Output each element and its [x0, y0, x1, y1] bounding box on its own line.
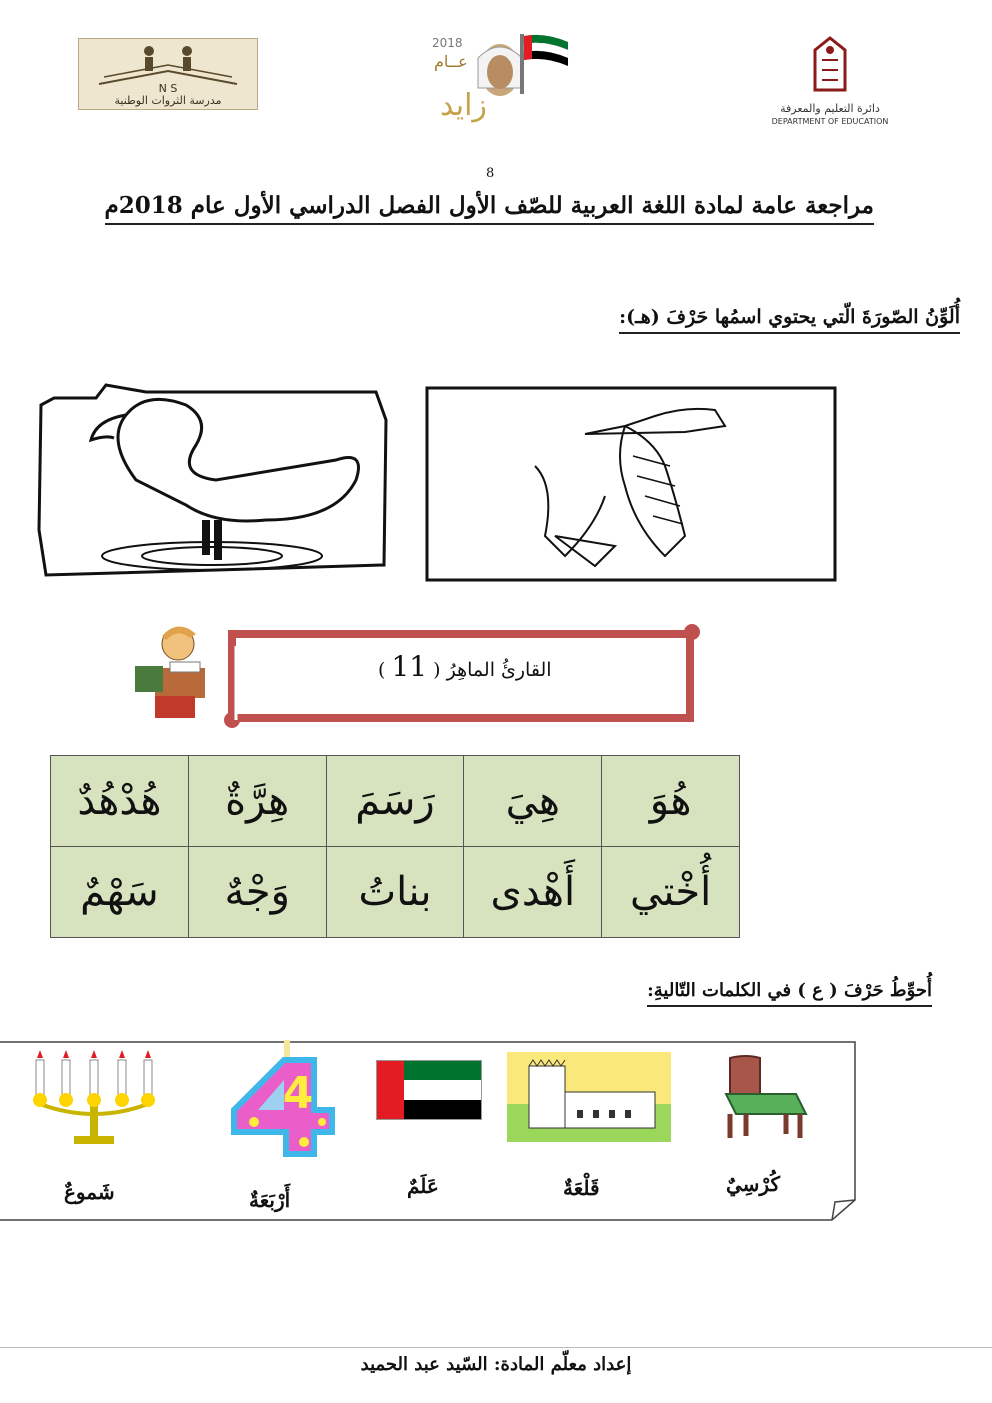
reader-number: 11 — [391, 650, 428, 683]
word-cell: أُخْتي — [602, 847, 740, 938]
word-cell: هِيَ — [464, 756, 602, 847]
word-cell: وَجْهٌ — [188, 847, 326, 938]
zayed-year: 2018 — [432, 36, 463, 50]
color-instruction: أُلَوِّنُ الصّورَةَ الّتي يحتوي اسمُها حَرْفَ (هـ): — [619, 306, 960, 334]
zayed-year-logo — [420, 28, 570, 123]
word-cell: أَهْدى — [464, 847, 602, 938]
word-cell: هُدْهُدٌ — [51, 756, 189, 847]
flamingo-picture[interactable] — [36, 380, 388, 580]
reader-close-paren: ) — [378, 659, 386, 681]
word-cell: بناتُ — [326, 847, 464, 938]
svg-text:4: 4 — [282, 1068, 314, 1119]
word-castle: قَلْعَةٌ — [563, 1176, 600, 1200]
uae-flag-picture[interactable] — [376, 1060, 482, 1120]
student-reading-picture — [130, 618, 215, 723]
word-cell: هُوَ — [602, 756, 740, 847]
zayed-word: عــام — [434, 52, 468, 71]
education-department-logo — [770, 30, 890, 130]
school-logo-letters: N S — [158, 82, 178, 95]
word-cell: هِرَّةٌ — [188, 756, 326, 847]
castle-picture[interactable] — [507, 1052, 671, 1142]
word-flag: عَلَمٌ — [407, 1174, 439, 1198]
reading-words-table — [50, 755, 740, 938]
reader-title — [378, 650, 552, 683]
edu-logo-arabic: دائرة التعليم والمعرفة — [780, 102, 880, 115]
zayed-name: زايد — [440, 88, 487, 123]
page-number: 8 — [486, 166, 495, 181]
circle-letter-instruction: أُحوِّطُ حَرْفَ ( ع ) في الكلمات التّاليةِ: — [647, 980, 932, 1007]
school-logo — [78, 38, 258, 110]
chair-picture[interactable] — [716, 1054, 810, 1138]
word-candles: شَموعٌ — [64, 1180, 115, 1204]
footer-prepared-by: إعداد معلّم المادة: السّيد عبد الحميد — [360, 1354, 632, 1375]
table-row — [51, 847, 740, 938]
word-cell: رَسَمَ — [326, 756, 464, 847]
reader-open-paren: ( — [433, 659, 441, 681]
word-chair: كُرْسِيٌ — [726, 1172, 780, 1196]
word-cell: سَهْمٌ — [51, 847, 189, 938]
word-four: أَرْبَعَةٌ — [249, 1188, 291, 1212]
number-four-picture[interactable] — [214, 1040, 338, 1158]
school-logo-text: مدرسة الثروات الوطنية — [114, 94, 222, 107]
edu-logo-english: DEPARTMENT OF EDUCATION — [771, 117, 889, 126]
candles-picture[interactable] — [30, 1048, 158, 1148]
table-row — [51, 756, 740, 847]
page-title: مراجعة عامة لمادة اللغة العربية للصّف الأول الفصل الدراسي الأول عام 2018م — [105, 192, 874, 225]
hoopoe-picture[interactable] — [425, 386, 837, 582]
reader-label: القارئُ الماهِرُ — [446, 659, 552, 681]
footer-divider — [0, 1347, 992, 1348]
